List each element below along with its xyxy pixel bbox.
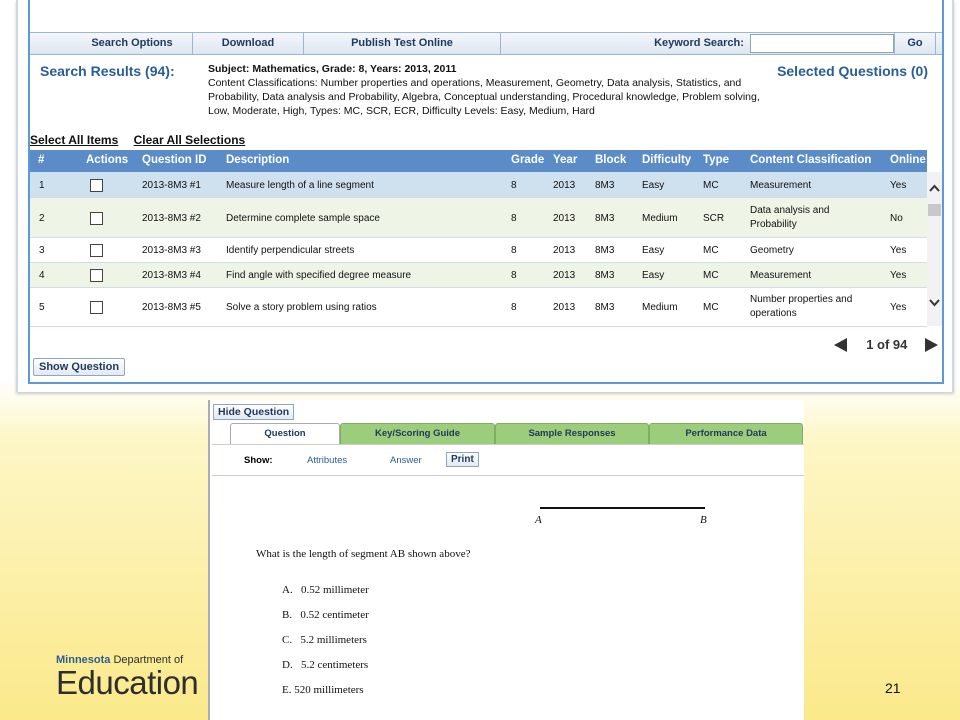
grade: 8 <box>511 180 517 191</box>
choice-letter: B. <box>282 609 293 621</box>
question-text: What is the length of segment AB shown above? <box>256 548 471 560</box>
online: Yes <box>890 302 907 313</box>
subject-line: Subject: Mathematics, Grade: 8, Years: 2013, 2011 <box>208 63 457 75</box>
year: 2013 <box>553 180 576 191</box>
col-difficulty[interactable]: Difficulty <box>642 154 692 166</box>
row-checkbox[interactable] <box>90 179 103 192</box>
block: 8M3 <box>595 213 615 224</box>
grade: 8 <box>511 213 517 224</box>
choice-text: 5.2 centimeters <box>300 659 369 671</box>
question-id: 2013-8M3 #1 <box>142 180 201 191</box>
choice-letter: D. <box>282 659 293 671</box>
content-classification: Measurement <box>750 270 812 281</box>
show-options-bar <box>212 444 804 476</box>
col-year[interactable]: Year <box>553 154 578 166</box>
toolbar <box>30 32 942 55</box>
question-id: 2013-8M3 #2 <box>142 213 201 224</box>
choice-letter: A. <box>282 584 293 596</box>
year: 2013 <box>553 213 576 224</box>
answer-choice <box>282 659 368 671</box>
content-classifications: Content Classifications: Number properties and operations, Measurement, Geometry, Data analysis, Statistics, and Probability, Data analysis and Probability, Algebra, Conceptual understanding, Procedural knowledge, Problem solving, Low, Moderate, High, Types: MC, SCR, ECR, Difficulty Levels: Easy, Medium, Hard <box>208 77 760 117</box>
select-all-link[interactable]: Select All Items <box>30 133 119 147</box>
tab-key-scoring-guide[interactable]: Key/Scoring Guide <box>340 423 495 444</box>
row-number: 3 <box>39 245 45 256</box>
col-content-classification[interactable]: Content Classification <box>750 154 872 166</box>
col-block[interactable]: Block <box>595 154 627 166</box>
block: 8M3 <box>595 180 615 191</box>
table-row[interactable] <box>30 198 927 238</box>
results-table-header <box>30 150 927 172</box>
type: SCR <box>703 213 725 224</box>
attributes-link[interactable]: Attributes <box>307 455 348 466</box>
hide-question-button[interactable]: Hide Question <box>213 404 294 420</box>
scroll-up-icon[interactable] <box>930 186 939 191</box>
online: Yes <box>890 180 907 191</box>
type: MC <box>703 245 719 256</box>
question-panel <box>208 400 804 720</box>
col-question-id[interactable]: Question ID <box>142 154 207 166</box>
table-row[interactable] <box>30 238 927 263</box>
col-type[interactable]: Type <box>703 154 729 166</box>
description: Solve a story problem using ratios <box>226 302 377 313</box>
slide-page-number: 21 <box>885 680 901 696</box>
tab-question[interactable]: Question <box>230 423 340 444</box>
choice-letter: C. <box>282 634 293 646</box>
difficulty: Easy <box>642 270 665 281</box>
grade: 8 <box>511 302 517 313</box>
block: 8M3 <box>595 270 615 281</box>
logo-minnesota: Minnesota <box>56 654 111 666</box>
question-id: 2013-8M3 #3 <box>142 245 201 256</box>
row-checkbox[interactable] <box>90 212 103 225</box>
pager <box>834 336 938 352</box>
type: MC <box>703 180 719 191</box>
content-classification: Data analysis and Probability <box>750 205 830 230</box>
answer-choice <box>282 584 369 596</box>
content-classification: Geometry <box>750 245 794 256</box>
point-a-label: A <box>535 514 542 526</box>
search-results-window <box>16 0 954 392</box>
online: Yes <box>890 245 907 256</box>
block: 8M3 <box>595 245 615 256</box>
search-results-title: Search Results (94): <box>40 63 175 79</box>
description: Determine complete sample space <box>226 213 380 224</box>
keyword-search-input[interactable] <box>750 34 894 53</box>
row-number: 5 <box>39 302 45 313</box>
row-number: 4 <box>39 270 45 281</box>
row-number: 2 <box>39 213 45 224</box>
choice-text: 0.52 millimeter <box>300 584 369 596</box>
answer-choice <box>282 634 367 646</box>
col-number[interactable]: # <box>38 154 45 166</box>
go-button[interactable]: Go <box>894 33 936 54</box>
table-row[interactable] <box>30 172 927 198</box>
publish-test-online-button[interactable]: Publish Test Online <box>304 33 501 54</box>
tab-performance-data[interactable]: Performance Data <box>649 423 803 444</box>
row-number: 1 <box>39 180 45 191</box>
choice-text: 0.52 centimeter <box>300 609 369 621</box>
description: Measure length of a line segment <box>226 180 374 191</box>
description: Identify perpendicular streets <box>226 245 355 256</box>
table-row[interactable] <box>30 288 927 327</box>
online: Yes <box>890 270 907 281</box>
selection-links <box>30 133 257 147</box>
col-actions[interactable]: Actions <box>86 154 129 166</box>
question-id: 2013-8M3 #5 <box>142 302 201 313</box>
difficulty: Easy <box>642 180 665 191</box>
difficulty: Medium <box>642 302 678 313</box>
choice-letter: E. <box>282 684 292 696</box>
col-grade[interactable]: Grade <box>511 154 545 166</box>
mde-logo <box>56 654 198 700</box>
tab-sample-responses[interactable]: Sample Responses <box>495 423 649 444</box>
col-online[interactable]: Online <box>890 154 926 166</box>
year: 2013 <box>553 245 576 256</box>
prev-page-icon[interactable] <box>834 338 847 352</box>
download-button[interactable]: Download <box>193 33 304 54</box>
question-tabs <box>230 423 804 443</box>
logo-department: Department of <box>113 654 184 666</box>
answer-choice <box>282 684 364 696</box>
type: MC <box>703 270 719 281</box>
row-checkbox[interactable] <box>90 244 103 257</box>
print-button[interactable]: Print <box>446 452 479 467</box>
scrollbar-graphic <box>927 172 942 326</box>
clear-all-link[interactable]: Clear All Selections <box>133 133 246 147</box>
difficulty: Medium <box>642 213 678 224</box>
content-classification: Measurement <box>750 180 812 191</box>
show-label: Show: <box>244 455 273 466</box>
scroll-down-icon[interactable] <box>930 300 939 305</box>
grade: 8 <box>511 245 517 256</box>
choice-text: 5.2 millimeters <box>300 634 367 646</box>
keyword-search-label: Keyword Search: <box>654 37 744 49</box>
block: 8M3 <box>595 302 615 313</box>
point-b-label: B <box>700 514 707 526</box>
type: MC <box>703 302 719 313</box>
row-checkbox[interactable] <box>90 269 103 282</box>
online: No <box>890 213 903 224</box>
answer-link[interactable]: Answer <box>390 455 422 466</box>
selected-questions-count[interactable]: Selected Questions (0) <box>777 63 928 79</box>
page-indicator: 1 of 94 <box>866 337 908 353</box>
col-description[interactable]: Description <box>226 154 290 166</box>
segment-ab <box>540 507 705 509</box>
year: 2013 <box>553 270 576 281</box>
logo-education: Education <box>56 664 199 701</box>
row-checkbox[interactable] <box>90 301 103 314</box>
content-classification: Number properties and operations <box>750 294 853 319</box>
grade: 8 <box>511 270 517 281</box>
search-options-button[interactable]: Search Options <box>72 33 193 54</box>
table-scrollbar[interactable] <box>927 172 942 326</box>
choice-text: 520 millimeters <box>294 684 364 696</box>
show-question-button[interactable]: Show Question <box>33 358 125 376</box>
description: Find angle with specified degree measure <box>226 270 412 281</box>
difficulty: Easy <box>642 245 665 256</box>
next-page-icon[interactable] <box>925 338 938 352</box>
question-id: 2013-8M3 #4 <box>142 270 201 281</box>
year: 2013 <box>553 302 576 313</box>
scroll-thumb[interactable] <box>928 204 941 216</box>
search-results-panel <box>28 0 944 384</box>
answer-choice <box>282 609 369 621</box>
table-row[interactable] <box>30 263 927 288</box>
